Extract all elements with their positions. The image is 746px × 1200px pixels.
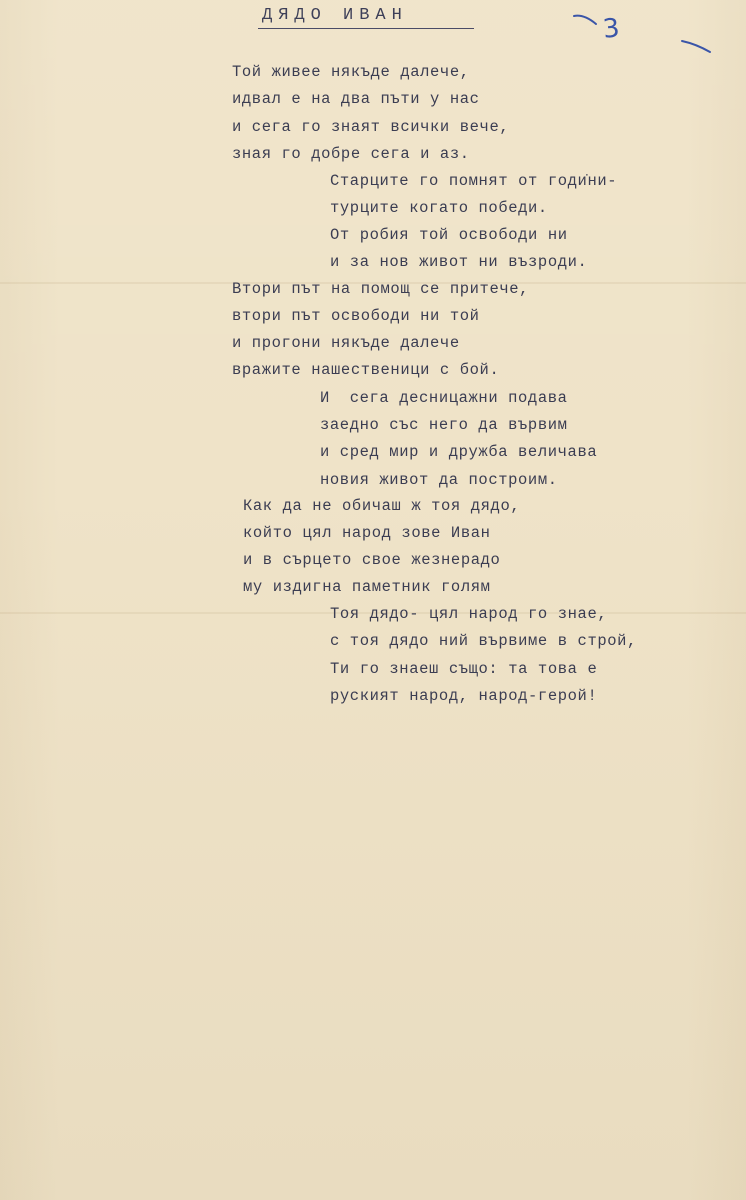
poem-line: руският народ, народ-герой! <box>330 687 598 705</box>
pen-stroke-mark <box>572 12 600 28</box>
poem-line: идвал е на два пъти у нас <box>232 90 480 108</box>
poem-line: Как да не обичаш ж тоя дядо, <box>243 497 521 515</box>
poem-line: От робия той освободи ни <box>330 226 568 244</box>
poem-line: му издигна паметник голям <box>243 578 491 596</box>
poem-title: ДЯДО ИВАН <box>262 6 408 25</box>
title-underline <box>258 28 474 29</box>
poem-line: втори път освободи ни той <box>232 307 480 325</box>
poem-line: Ти го знаеш също: та това е <box>330 660 598 678</box>
poem-line: и прогони някъде далече <box>232 334 460 352</box>
poem-line: турците когато победи. <box>330 199 548 217</box>
poem-line: който цял народ зове Иван <box>243 524 491 542</box>
poem-line: и сега го знаят всички вече, <box>232 118 510 136</box>
poem-line: и в сърцето свое жезнерадо <box>243 551 501 569</box>
poem-line: с тоя дядо ний вървиме в строй, <box>330 632 637 650</box>
poem-line: Старците го помнят от годи̇ни- <box>330 172 618 190</box>
page-number: 3 <box>601 13 622 45</box>
poem-line: и сред мир и дружба величава <box>320 443 598 461</box>
poem-line: заедно със него да вървим <box>320 416 568 434</box>
poem-line: новия живот да построим. <box>320 471 558 489</box>
poem-line: Той живее някъде далече, <box>232 63 470 81</box>
poem-line: вражите нашественици с бой. <box>232 361 500 379</box>
poem-line: Тоя дядо- цял народ го знае, <box>330 605 608 623</box>
poem-line: И сега десницажни подава <box>320 389 568 407</box>
poem-line: и за нов живот ни възроди. <box>330 253 588 271</box>
poem-line: Втори път на помощ се притече, <box>232 280 530 298</box>
poem-line: зная го добре сега и аз. <box>232 145 470 163</box>
pen-stroke-mark <box>680 38 714 56</box>
